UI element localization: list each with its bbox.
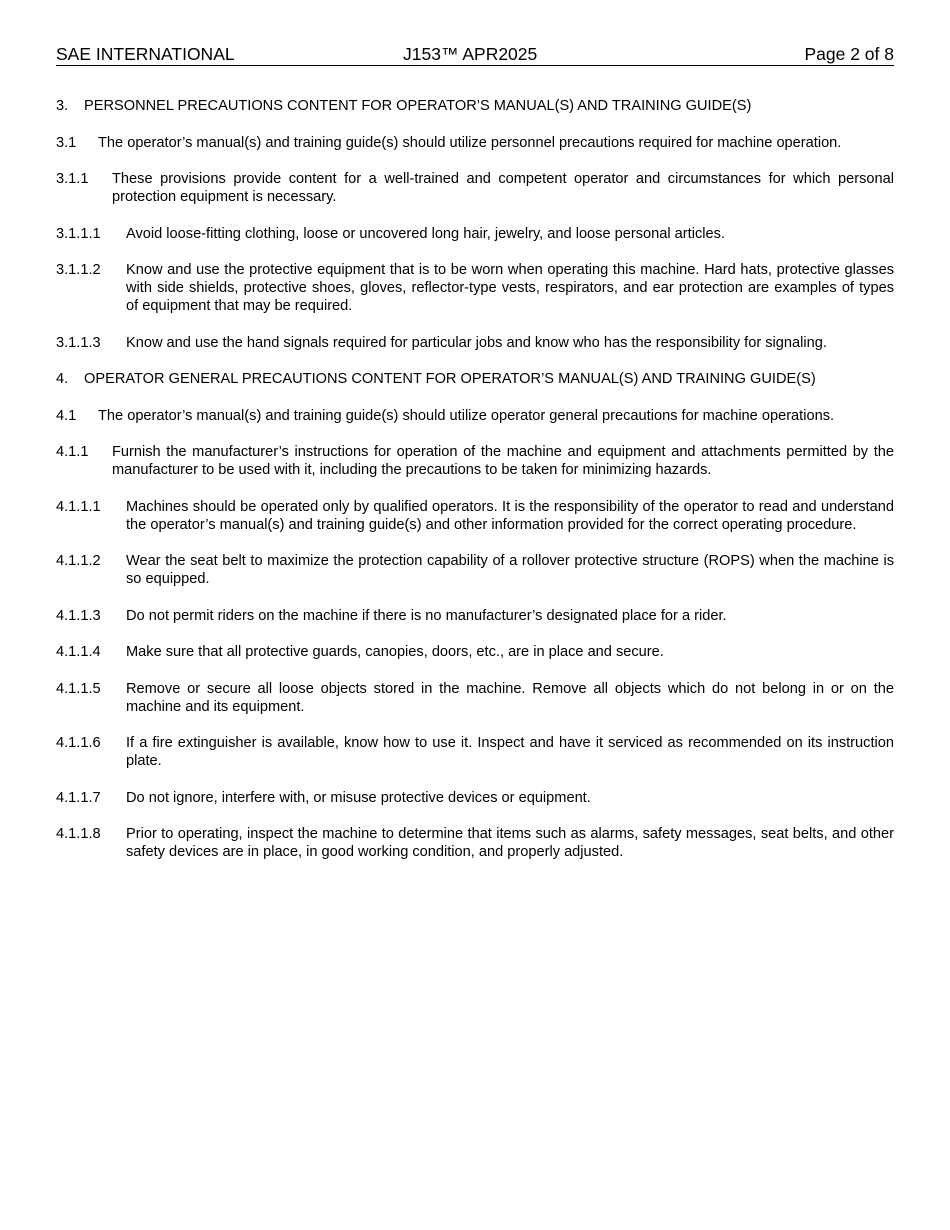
section-text: Make sure that all protective guards, canopies, doors, etc., are in place and secure. <box>126 644 664 660</box>
section-number: 3. <box>56 98 69 114</box>
section-text: Machines should be operated only by qualified operators. It is the responsibility of the operator to read and understand the operator’s manual(s) and training guide(s) and other information provided for the correct operating procedure. <box>126 498 894 533</box>
section-4-1-1-3 <box>56 607 894 625</box>
section-number: 4.1.1.8 <box>56 826 101 842</box>
page-header <box>56 44 894 66</box>
section-3-1-1-2 <box>56 261 894 315</box>
section-number: 3.1.1.3 <box>56 334 101 351</box>
section-4-1-1-4 <box>56 643 894 661</box>
section-3 <box>56 97 894 115</box>
section-4-1-1-7 <box>56 789 894 807</box>
section-text: These provisions provide content for a well-trained and competent operator and circumstances for which personal protection equipment is necessary. <box>112 171 894 205</box>
section-number: 4.1.1.6 <box>56 735 101 751</box>
section-3-1-1-3 <box>56 334 894 352</box>
document-id: J153™ APR2025 <box>403 44 538 64</box>
section-4-1-1-1 <box>56 498 894 534</box>
section-3-1 <box>56 134 894 152</box>
section-number: 4. <box>56 371 69 387</box>
section-number: 3.1 <box>56 134 77 151</box>
section-text: The operator’s manual(s) and training guide(s) should utilize personnel precautions required for machine operation. <box>98 134 842 151</box>
section-text: Prior to operating, inspect the machine to determine that items such as alarms, safety messages, seat belts, and other safety devices are in place, in good working condition, and properly adjusted. <box>126 826 894 860</box>
section-number: 3.1.1.1 <box>56 225 101 242</box>
section-4-1 <box>56 407 894 425</box>
section-4-1-1 <box>56 443 894 479</box>
section-number: 4.1.1.4 <box>56 644 101 660</box>
section-text: The operator’s manual(s) and training guide(s) should utilize operator general precautions for machine operations. <box>98 407 835 424</box>
section-number: 4.1.1 <box>56 444 89 460</box>
section-4-1-1-8 <box>56 825 894 861</box>
section-4-1-1-2 <box>56 552 894 588</box>
section-text: Know and use the hand signals required for particular jobs and know who has the responsibility for signaling. <box>126 334 827 351</box>
section-heading: OPERATOR GENERAL PRECAUTIONS CONTENT FOR OPERATOR’S MANUAL(S) AND TRAINING GUIDE(S) <box>84 371 816 387</box>
organization-name: SAE INTERNATIONAL <box>56 44 235 64</box>
section-text: Avoid loose-fitting clothing, loose or uncovered long hair, jewelry, and loose personal articles. <box>126 225 725 242</box>
section-text: Do not permit riders on the machine if there is no manufacturer’s designated place for a rider. <box>126 607 727 624</box>
section-number: 4.1.1.2 <box>56 553 101 569</box>
section-number: 3.1.1.2 <box>56 262 101 278</box>
section-text: Remove or secure all loose objects stored in the machine. Remove all objects which do not belong in or on the machine and its equipment. <box>126 680 894 715</box>
section-heading: PERSONNEL PRECAUTIONS CONTENT FOR OPERATOR’S MANUAL(S) AND TRAINING GUIDE(S) <box>84 98 752 114</box>
section-text: Furnish the manufacturer’s instructions for operation of the machine and equipment and attachments permitted by the manufacturer to be used with it, including the precautions to be taken for minimizing hazards. <box>112 444 894 478</box>
section-4-1-1-6 <box>56 734 894 770</box>
section-text: Wear the seat belt to maximize the protection capability of a rollover protective structure (ROPS) when the machine is so equipped. <box>126 553 894 587</box>
section-number: 3.1.1 <box>56 171 89 187</box>
section-3-1-1 <box>56 170 894 206</box>
section-4-1-1-5 <box>56 680 894 716</box>
page-number: Page 2 of 8 <box>804 44 894 64</box>
document-body <box>56 97 894 880</box>
section-text: Know and use the protective equipment that is to be worn when operating this machine. Hard hats, protective glasses with side shields, protective shoes, gloves, reflector-type vests, respirators, and ear protection are examples of types of equipment that may be required. <box>126 262 894 314</box>
section-number: 4.1.1.3 <box>56 607 101 624</box>
section-number: 4.1 <box>56 407 77 424</box>
section-number: 4.1.1.5 <box>56 680 101 697</box>
section-number: 4.1.1.1 <box>56 498 101 515</box>
section-3-1-1-1 <box>56 225 894 243</box>
section-4 <box>56 370 894 388</box>
section-text: If a fire extinguisher is available, know how to use it. Inspect and have it serviced as recommended on its instruction plate. <box>126 735 894 769</box>
section-text: Do not ignore, interfere with, or misuse protective devices or equipment. <box>126 789 591 806</box>
section-number: 4.1.1.7 <box>56 789 101 806</box>
